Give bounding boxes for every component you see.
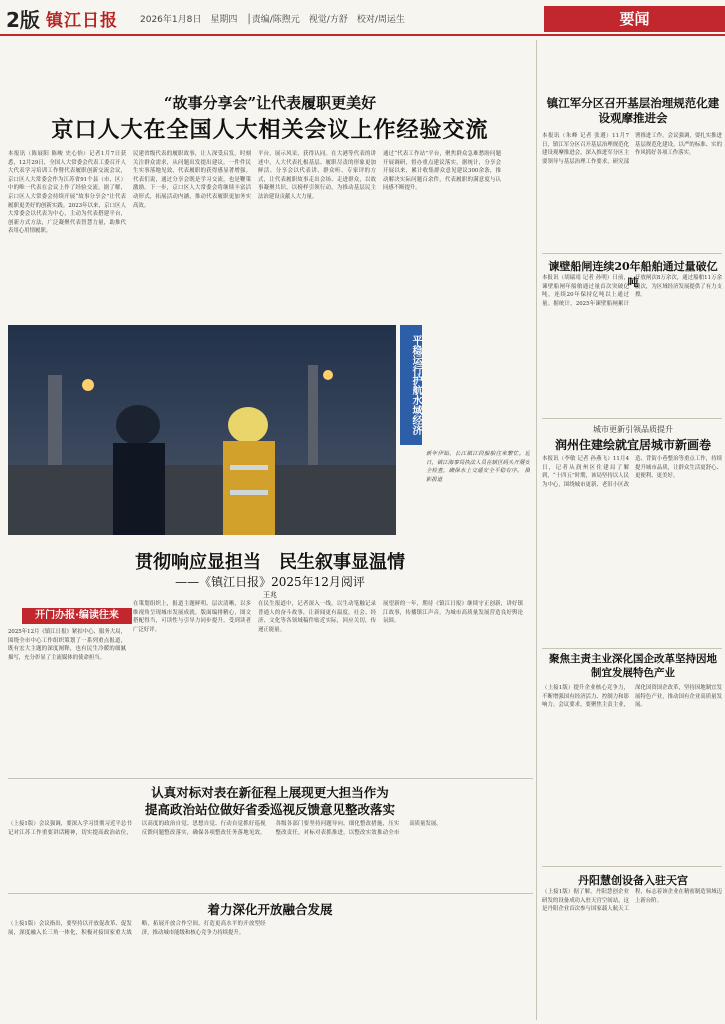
review-title: 贯彻响应显担当 民生叙事显温情 <box>135 552 405 573</box>
review-column-4: 展望新的一年，期待《镇江日报》继续守正创新，讲好镇江故事，传播镇江声音，为城市高质量发展营造良好舆论氛围。 <box>383 601 523 625</box>
lead-column-2: 民建省级代表的履职故事，让人深受启发。时刻关注群众需求，从问题出发提出建议，一件件民生实事落地见效，代表履职的获得感显著增强。代表们说，通过分享会既是学习交流，也是鞭策激励。下一步，京口区人大常委会将继续丰富活动形式，拓展活动内涵，推动代表履职更加务实高效。 <box>133 151 251 209</box>
right-story3-text: 本报讯（李敏 记者 孙燕飞）11月4日，记者从润州区住建局了解到，“十四五”时期，该局坚持以人民为中心，围绕城市更新、老旧小区改造、背街小巷整治等重点工作，持续提升城市品质，让群众生活更舒心、更便利、更美好。 <box>542 456 722 488</box>
divider <box>542 418 722 419</box>
review-author: 王兆 <box>263 591 277 599</box>
right-story5-title: 丹阳慧创设备入驻天宫 <box>578 874 688 887</box>
masthead-logo: 镇江日报 <box>46 11 118 31</box>
lead-column-4: 通过“代表工作站”平台，聚焦群众急难愁盼问题开展调研，督办重点建议落实。据统计，分享会开展以来，累计收集群众意见建议300余条，推动解决实际问题百余件，代表履职的满意度与认同感不断提升。 <box>383 151 501 192</box>
divider <box>542 253 722 254</box>
bottom1-text: （上接1版）会议强调，要深入学习贯彻习近平总书记对江苏工作重要讲话精神，切实提高政治站位，以高度的政治自觉、思想自觉、行动自觉抓好巡视反馈问题整改落实，确保各项整改任务落地见效。各级各部门要坚持问题导向，细化整改措施，压实整改责任，对标对表抓推进，以整改实效推动全市高质量发展。 <box>8 821 442 836</box>
lead-column-1: 本报讯（陈展阳 陈峻 史心怡）记者1月7日获悉，12月29日，全国人大常委会代表工委召开人大代表学习培训工作暨代表履职创新交流会议，京口区人大常委会作为江苏省91个县（市、区）中的唯一代表在会议上作了经验交流。据了解，京口区人大常委会持续开展“故事分享会”让代表履职更美好的创新实践。2023年以来，京口区人大常委会以代表为中心，主动为代表搭建平台，创新方式方法，广泛凝聚代表智慧力量，助推代表用心用情履职。 <box>8 151 126 235</box>
review-column-3: 在民生报道中，记者深入一线，以生动笔触记录普通人的奋斗故事，让新闻更有温度。社会、经济、文化等各领域稿件贴近实际，回应关切，传递正能量。 <box>258 601 376 633</box>
bottom1-subtitle: 提高政治站位做好省委巡视反馈意见整改落实 <box>144 802 395 817</box>
bottom2-text: （上接1版）会议指出，要坚持以开放促改革、促发展，深度融入长三角一体化，积极对接国家重大战略，拓展开放合作空间，打造更高水平的开放型经济，推动城市能级和核心竞争力持续提升。 <box>8 921 266 936</box>
lead-title: 京口人大在全国人大相关会议上作经验交流 <box>51 117 489 143</box>
right-story4-title: 聚焦主责主业深化国企改革坚持因地制宜发展特色产业 <box>549 653 717 679</box>
issue-meta: 2026年1月8日 星期四 │责编/陈煦元 视觉/方舒 校对/周运生 <box>140 15 405 25</box>
review-banner: 开门办报·编读往来 <box>22 608 132 624</box>
right-story1-text: 本报讯（朱峰 记者 张遵）11月7日，镇江军分区召开基层治理规范化建设观摩推进会，深入推进军分区主要领导与基层治理工作要求，研究部署推进工作。会议强调，要扎实推进基层规范化建设，以严的标准、实的作风抓好各项工作落实。 <box>542 133 722 165</box>
right-story3-kicker: 城市更新引领品质提升 <box>593 425 673 434</box>
photo-vertical-title: 平稳运行护航水域经济 <box>400 325 422 445</box>
divider <box>8 778 533 779</box>
bottom2-title: 着力深化开放融合发展 <box>207 902 333 917</box>
right-story3-title: 润州住建绘就宜居城市新画卷 <box>554 438 711 452</box>
lead-photo-image <box>8 325 396 535</box>
lead-column-3: 平台，展示风采，获得认同。在大港等代表的讲述中，人大代表扎根基层、履职尽责的形象更加鲜活。分享会以代表讲、群众听、专家评的方式，让代表履职故事走出会场、走进群众，以故事凝聚共识，以榜样引领行动，为推动基层民主法治建设贡献人大力量。 <box>258 151 376 200</box>
lead-kicker: “故事分享会”让代表履职更美好 <box>163 94 377 112</box>
review-subtitle: ——《镇江日报》2025年12月阅评 <box>175 575 365 589</box>
right-story4-text: （上接1版）提升企业核心竞争力，不断增强国有经济活力、控制力和影响力。会议要求，要聚焦主责主业，深化国资国企改革，坚持因地制宜发展特色产业，推动国有企业高质量发展。 <box>542 685 722 709</box>
right-story2-title: 谏壁船闸连续20年船舶通过量破亿吨 <box>548 260 718 289</box>
right-story5-text: （上接1版）据了解，丹阳慧创企业研发的设备成功入驻天宫空间站，这是丹阳企业首次参与国家载人航天工程，标志着该企业在精密制造领域迈上新台阶。 <box>542 889 722 913</box>
right-story2-text: 本报讯（胡瑞靖 记者 孙明）日前，谏壁船闸年船舶通过量首次突破亿吨，连续20年保持亿吨以上通过量。据统计，2025年谏壁船闸累计开放闸次8万余次，通过船舶11万余艘次，为区域经济发展提供了有力支撑。 <box>542 275 722 307</box>
section-label: 要闻 <box>544 6 725 32</box>
right-story1-title: 镇江军分区召开基层治理规范化建设观摩推进会 <box>546 96 720 125</box>
column-divider <box>536 40 537 1020</box>
review-column-1: 2025年12月《镇江日报》紧扣中心、服务大局，围绕全市中心工作组织策划了一系列重点报道，既有宏大主题的深度阐释，也有民生冷暖的细腻描写，充分彰显了主流媒体的使命担当。 <box>8 629 126 661</box>
bottom1-title: 认真对标对表在新征程上展现更大担当作为 <box>151 785 389 800</box>
divider <box>8 893 533 894</box>
review-column-2: 在策划组织上，报道主题鲜明、层次清晰，以多维视角呈现城市发展成就。版面编排精心，图文搭配得当，可读性与引导力同步提升，受到读者广泛好评。 <box>133 601 251 633</box>
lead-photo <box>8 325 396 535</box>
divider <box>542 648 722 649</box>
edition-number: 2版 <box>6 8 40 32</box>
divider <box>542 866 722 867</box>
photo-caption: 新年伊始，长江镇江段船舶往来繁忙。近日，镇江海事局执法人员在辖区码头开展安全检查，确保水上交通安全平稳有序。 摄影报道 <box>426 451 530 483</box>
page-header <box>0 0 725 36</box>
